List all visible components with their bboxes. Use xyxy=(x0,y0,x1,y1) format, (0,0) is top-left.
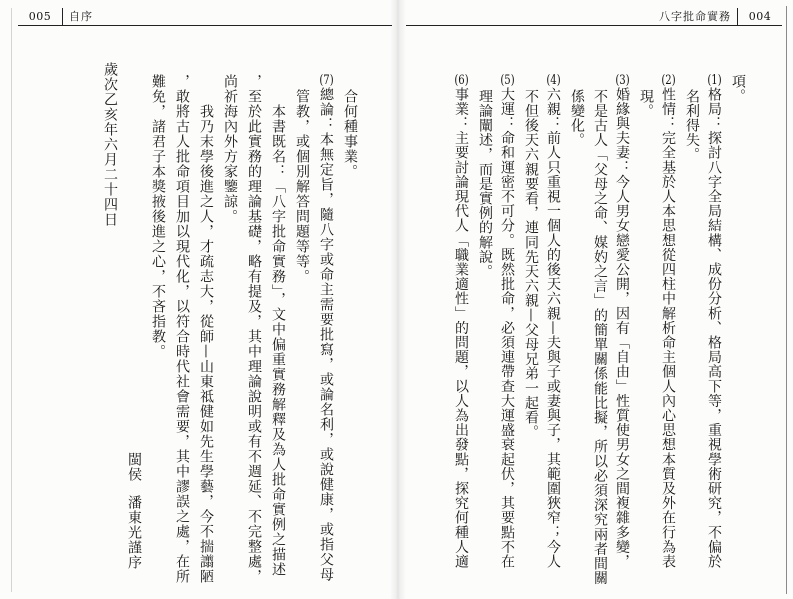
item-marker-6: (6) xyxy=(454,74,469,87)
left-column-5: ，至於此實務的理論基礎，略有提及，其中理論說明或有不週延、不完整處， xyxy=(246,74,262,584)
right-column-3: 名利得失。 xyxy=(684,88,700,162)
item-marker-4: (4) xyxy=(546,74,561,87)
right-column-10: 不但後天六親要看，連同先天六親—父母兄弟一起看。 xyxy=(523,88,539,439)
right-column-1: 項。 xyxy=(730,74,746,104)
item-text-1: 格局：探討八字全局結構、成份分析、格局高下等，重視學術研究，不偏於 xyxy=(706,87,722,569)
right-column-5: 現。 xyxy=(638,88,654,118)
right-page-number: 004 xyxy=(737,8,782,25)
left-column-6: 尚祈海內外方家鑒諒。 xyxy=(222,74,238,224)
right-column-2 xyxy=(703,60,726,595)
item-marker-3: (3) xyxy=(615,74,630,87)
item-text-2: 性情：完全基於人本思想從四柱中解析命主個人內心思想本質及外在行為表 xyxy=(660,87,676,569)
signature-author: 潘東光謹序 xyxy=(126,495,142,570)
left-column-2 xyxy=(314,60,338,595)
right-column-7: 不是古人「父母之命、媒妁之言」的簡單關係能比擬，所以必須深究兩者間關 xyxy=(592,88,608,585)
left-column-3: 管教，或個別解答問題等等。 xyxy=(294,89,310,284)
signature-column xyxy=(122,60,146,595)
right-column-8: 係變化。 xyxy=(569,88,585,147)
preface-date: 歲次乙亥年六月二十四日 xyxy=(102,62,118,227)
item-marker-1: (1) xyxy=(707,74,722,87)
right-page-edge xyxy=(786,6,787,594)
left-column-8: ，敢將古人批命項目加以現代化，以符合時代社會需要，其中謬誤之處，在所 xyxy=(174,74,190,584)
left-column-1: 合何種事業。 xyxy=(342,89,358,179)
right-column-6 xyxy=(611,60,634,595)
right-column-11 xyxy=(496,60,519,595)
item-text-4: 六親：前人只重視一個人的後天六親—夫與子或妻與子，其範圍狹窄；今人 xyxy=(545,87,561,569)
item-text-6: 事業：主要討論現代人「職業適性」的問題，以人為出發點，探究何種人適 xyxy=(453,87,469,569)
left-column-7: 我乃末學後進之人，才疏志大，從師—山東祗健如先生學藝，今不揣譾陋 xyxy=(198,104,214,584)
signature-place: 閩侯 xyxy=(126,452,142,482)
right-running-head: 八字批命實務 xyxy=(659,10,731,23)
right-column-9 xyxy=(542,60,565,595)
item-text-5: 大運：命和運密不可分。既然批命，必須連帶查大運盛衰起伏，其要點不在 xyxy=(499,87,515,569)
right-page-header xyxy=(406,8,782,26)
right-column-4 xyxy=(657,60,680,595)
left-column-4: 本書既名：「八字批命實務」，文中偏重實務解釋及為人批命實例之描述 xyxy=(270,104,286,577)
item-marker-7: (7) xyxy=(319,74,334,87)
item-marker-5: (5) xyxy=(500,74,515,87)
item-text-7: 總論：本無定旨，隨八字或命主需要批寫，或論名利，或說健康，或指父母 xyxy=(318,87,334,582)
left-page-header xyxy=(18,8,392,26)
right-column-12: 理論闡述，而是實例的解說。 xyxy=(477,88,493,279)
left-running-head: 自序 xyxy=(69,10,93,23)
book-spine xyxy=(390,0,406,599)
item-marker-2: (2) xyxy=(661,74,676,87)
left-page-body xyxy=(98,60,362,595)
right-page-body xyxy=(450,60,749,595)
item-text-3: 婚緣與夫妻：今人男女戀愛公開，因有「自由」性質使男女之間複雜多變， xyxy=(614,87,630,569)
right-column-13 xyxy=(450,60,473,595)
left-page-edge xyxy=(11,8,12,592)
left-page-number: 005 xyxy=(18,8,63,25)
left-column-9: 難免，諸君子本獎掖後進之心，不吝指教。 xyxy=(150,74,166,359)
